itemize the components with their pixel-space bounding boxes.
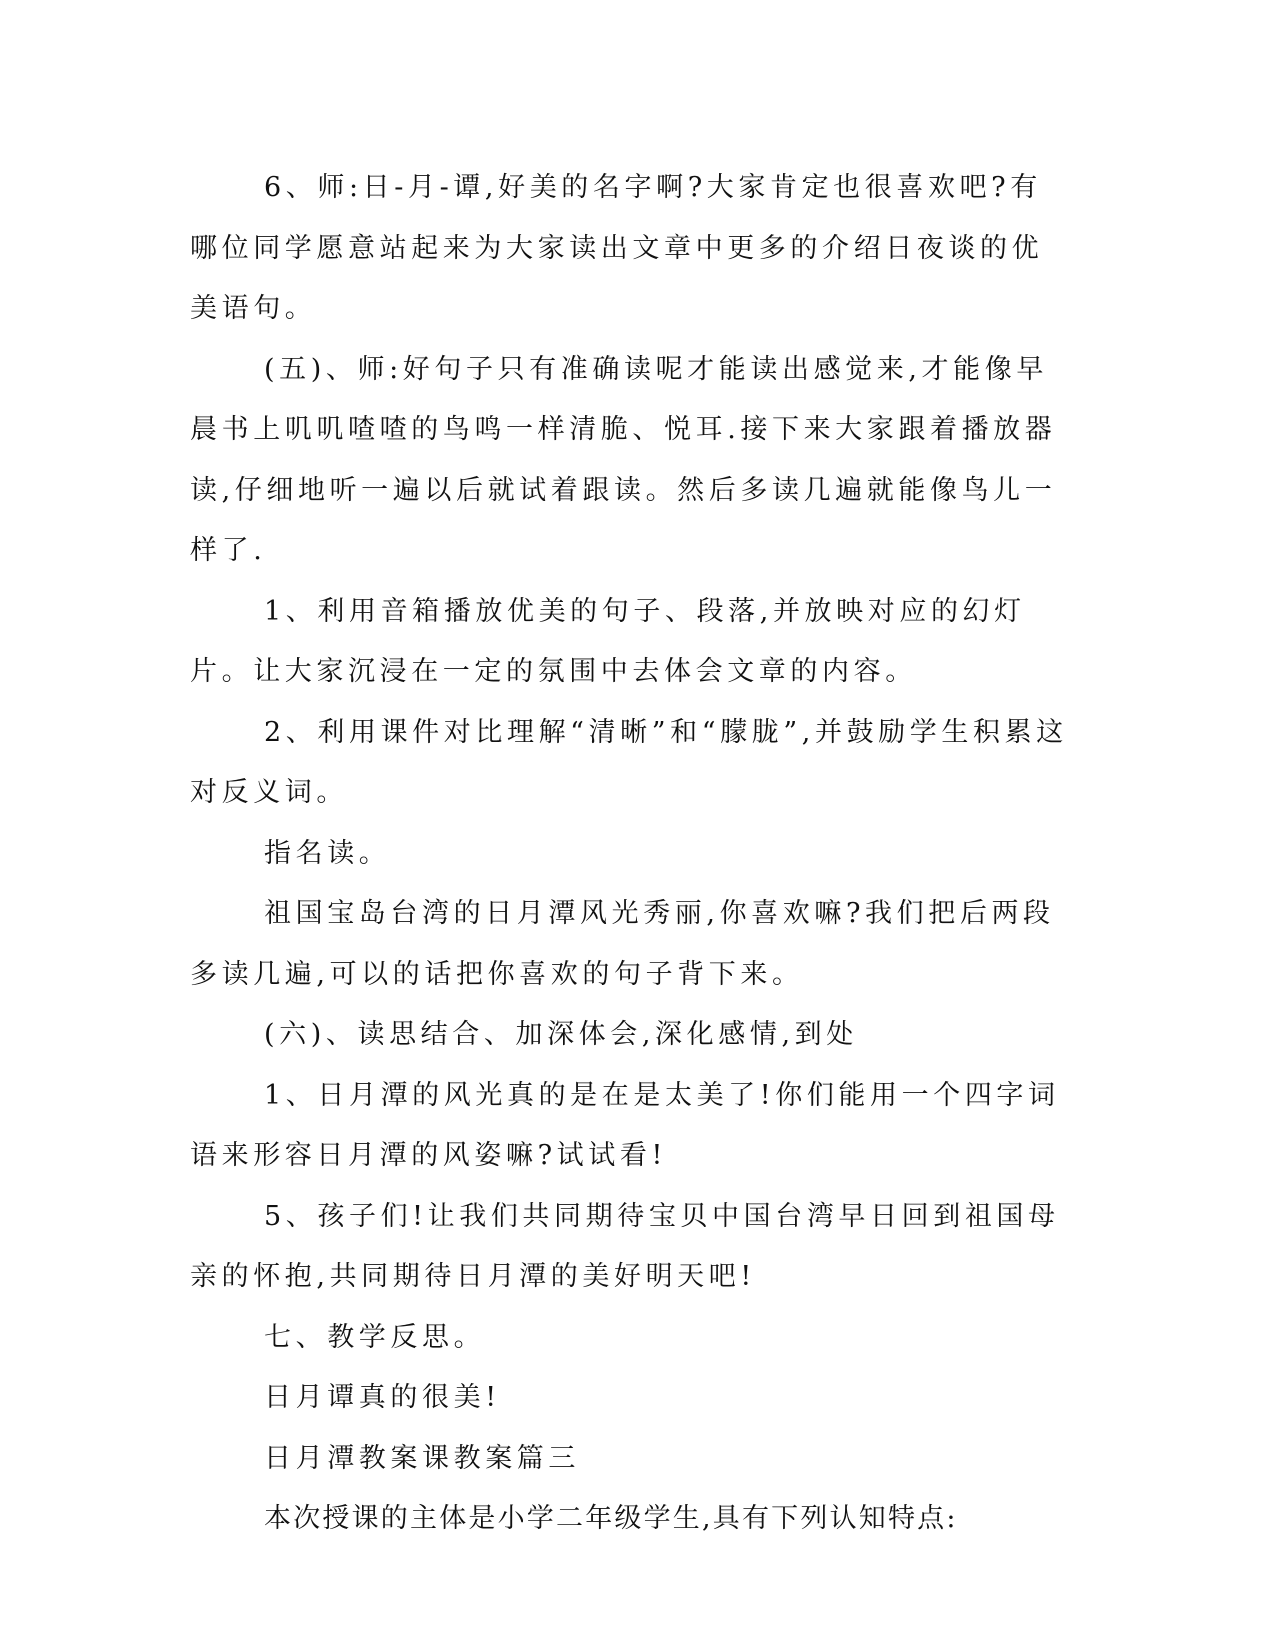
paragraph-7: (六)、读思结合、加深体会,深化感情,到处 <box>264 1019 858 1050</box>
paragraph-5: 指名读。 <box>264 837 391 869</box>
paragraph-10: 七、教学反思。 <box>264 1321 486 1353</box>
paragraph-1: 6、师:日-月-谭,好美的名字啊?大家肯定也很喜欢吧?有哪位同学愿意站起来为大家读出文章中更多的介绍日夜谈的优美语句。 <box>190 172 1044 324</box>
paragraph-13: 本次授课的主体是小学二年级学生,具有下列认知特点: <box>264 1503 958 1534</box>
paragraph-2: (五)、师:好句子只有准确读呢才能读出感觉来,才能像早晨书上叽叽喳喳的鸟鸣一样清脆、悦耳.接下来大家跟着播放器读,仔细地听一遍以后就试着跟读。然后多读几遍就能像鸟儿一样了. <box>190 353 1057 566</box>
paragraph-12: 日月潭教案课教案篇三 <box>264 1442 580 1474</box>
document-body <box>190 158 1070 1550</box>
paragraph-9: 5、孩子们!让我们共同期待宝贝中国台湾早日回到祖国母亲的怀抱,共同期待日月潭的美好明天吧! <box>190 1200 1060 1292</box>
paragraph-3: 1、利用音箱播放优美的句子、段落,并放映对应的幻灯片。让大家沉浸在一定的氛围中去体会文章的内容。 <box>190 595 1026 687</box>
paragraph-8: 1、日月潭的风光真的是在是太美了!你们能用一个四字词语来形容日月潭的风姿嘛?试试看! <box>190 1079 1060 1171</box>
paragraph-11: 日月谭真的很美! <box>264 1382 501 1413</box>
paragraph-4: 2、利用课件对比理解“清晰”和“朦胧”,并鼓励学生积累这对反义词。 <box>190 716 1068 808</box>
paragraph-6: 祖国宝岛台湾的日月潭风光秀丽,你喜欢嘛?我们把后两段多读几遍,可以的话把你喜欢的句子背下来。 <box>190 898 1055 990</box>
